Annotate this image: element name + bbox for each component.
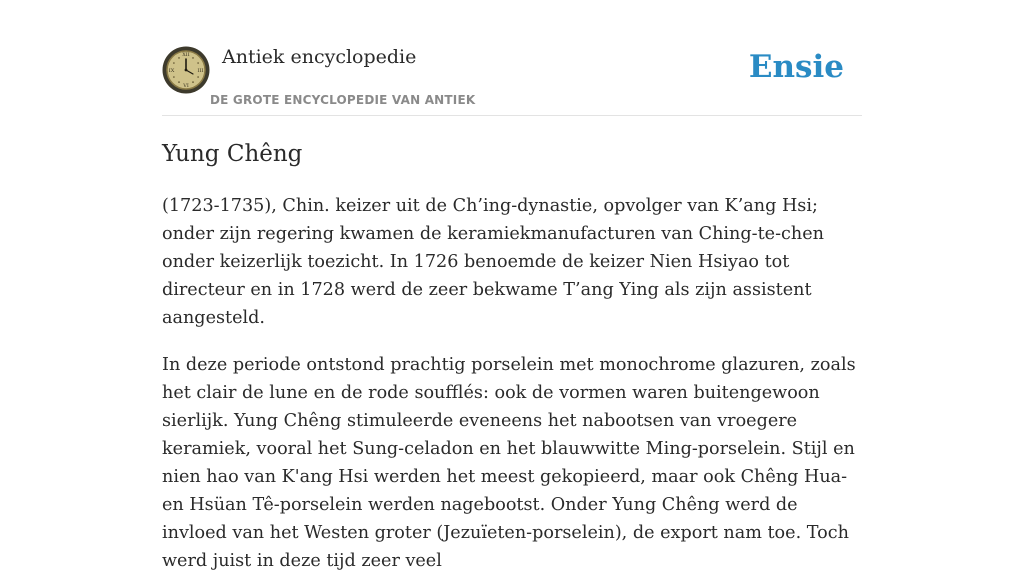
svg-text:III: III — [197, 68, 204, 74]
site-header — [162, 46, 862, 116]
article-title: Yung Chêng — [162, 141, 303, 167]
article-paragraph: In deze periode ontstond prachtig porselein met monochrome glazuren, zoals het clair de lune en de rode soufflés: ook de vormen waren buitengewoon sierlijk. Yung Chêng stimuleerde eveneens het nabootsen van vroegere keramiek, vooral het Sung-celadon en het blauwwitte Ming-porselein. Stijl en nien hao van K'ang Hsi werden het meest gekopieerd, maar ook Chêng Hua- en Hsüan Tê-porselein werden nagebootst. Onder Yung Chêng werd de invloed van het Westen groter (Jezuïeten-porselein), de export nam toe. Toch werd juist in deze tijd zeer veel — [162, 355, 856, 571]
ensie-brand-logo[interactable]: Ensie — [748, 49, 844, 85]
page — [162, 0, 862, 575]
site-subtitle: DE GROTE ENCYCLOPEDIE VAN ANTIEK — [210, 93, 476, 107]
site-title[interactable]: Antiek encyclopedie — [222, 46, 417, 68]
svg-text:XII: XII — [182, 52, 190, 58]
svg-text:IX: IX — [168, 68, 175, 74]
svg-text:VI: VI — [183, 83, 189, 89]
antique-clock-icon[interactable] — [162, 46, 210, 94]
article-paragraph: (1723-1735), Chin. keizer uit de Ch’ing-dynastie, opvolger van K’ang Hsi; onder zijn regering kwamen de keramiekmanufacturen van Ching-te-chen onder keizerlijk toezicht. In 1726 benoemde de keizer Nien Hsiyao tot directeur en in 1728 werd de zeer bekwame T’ang Ying als zijn assistent aangesteld. — [162, 196, 824, 328]
